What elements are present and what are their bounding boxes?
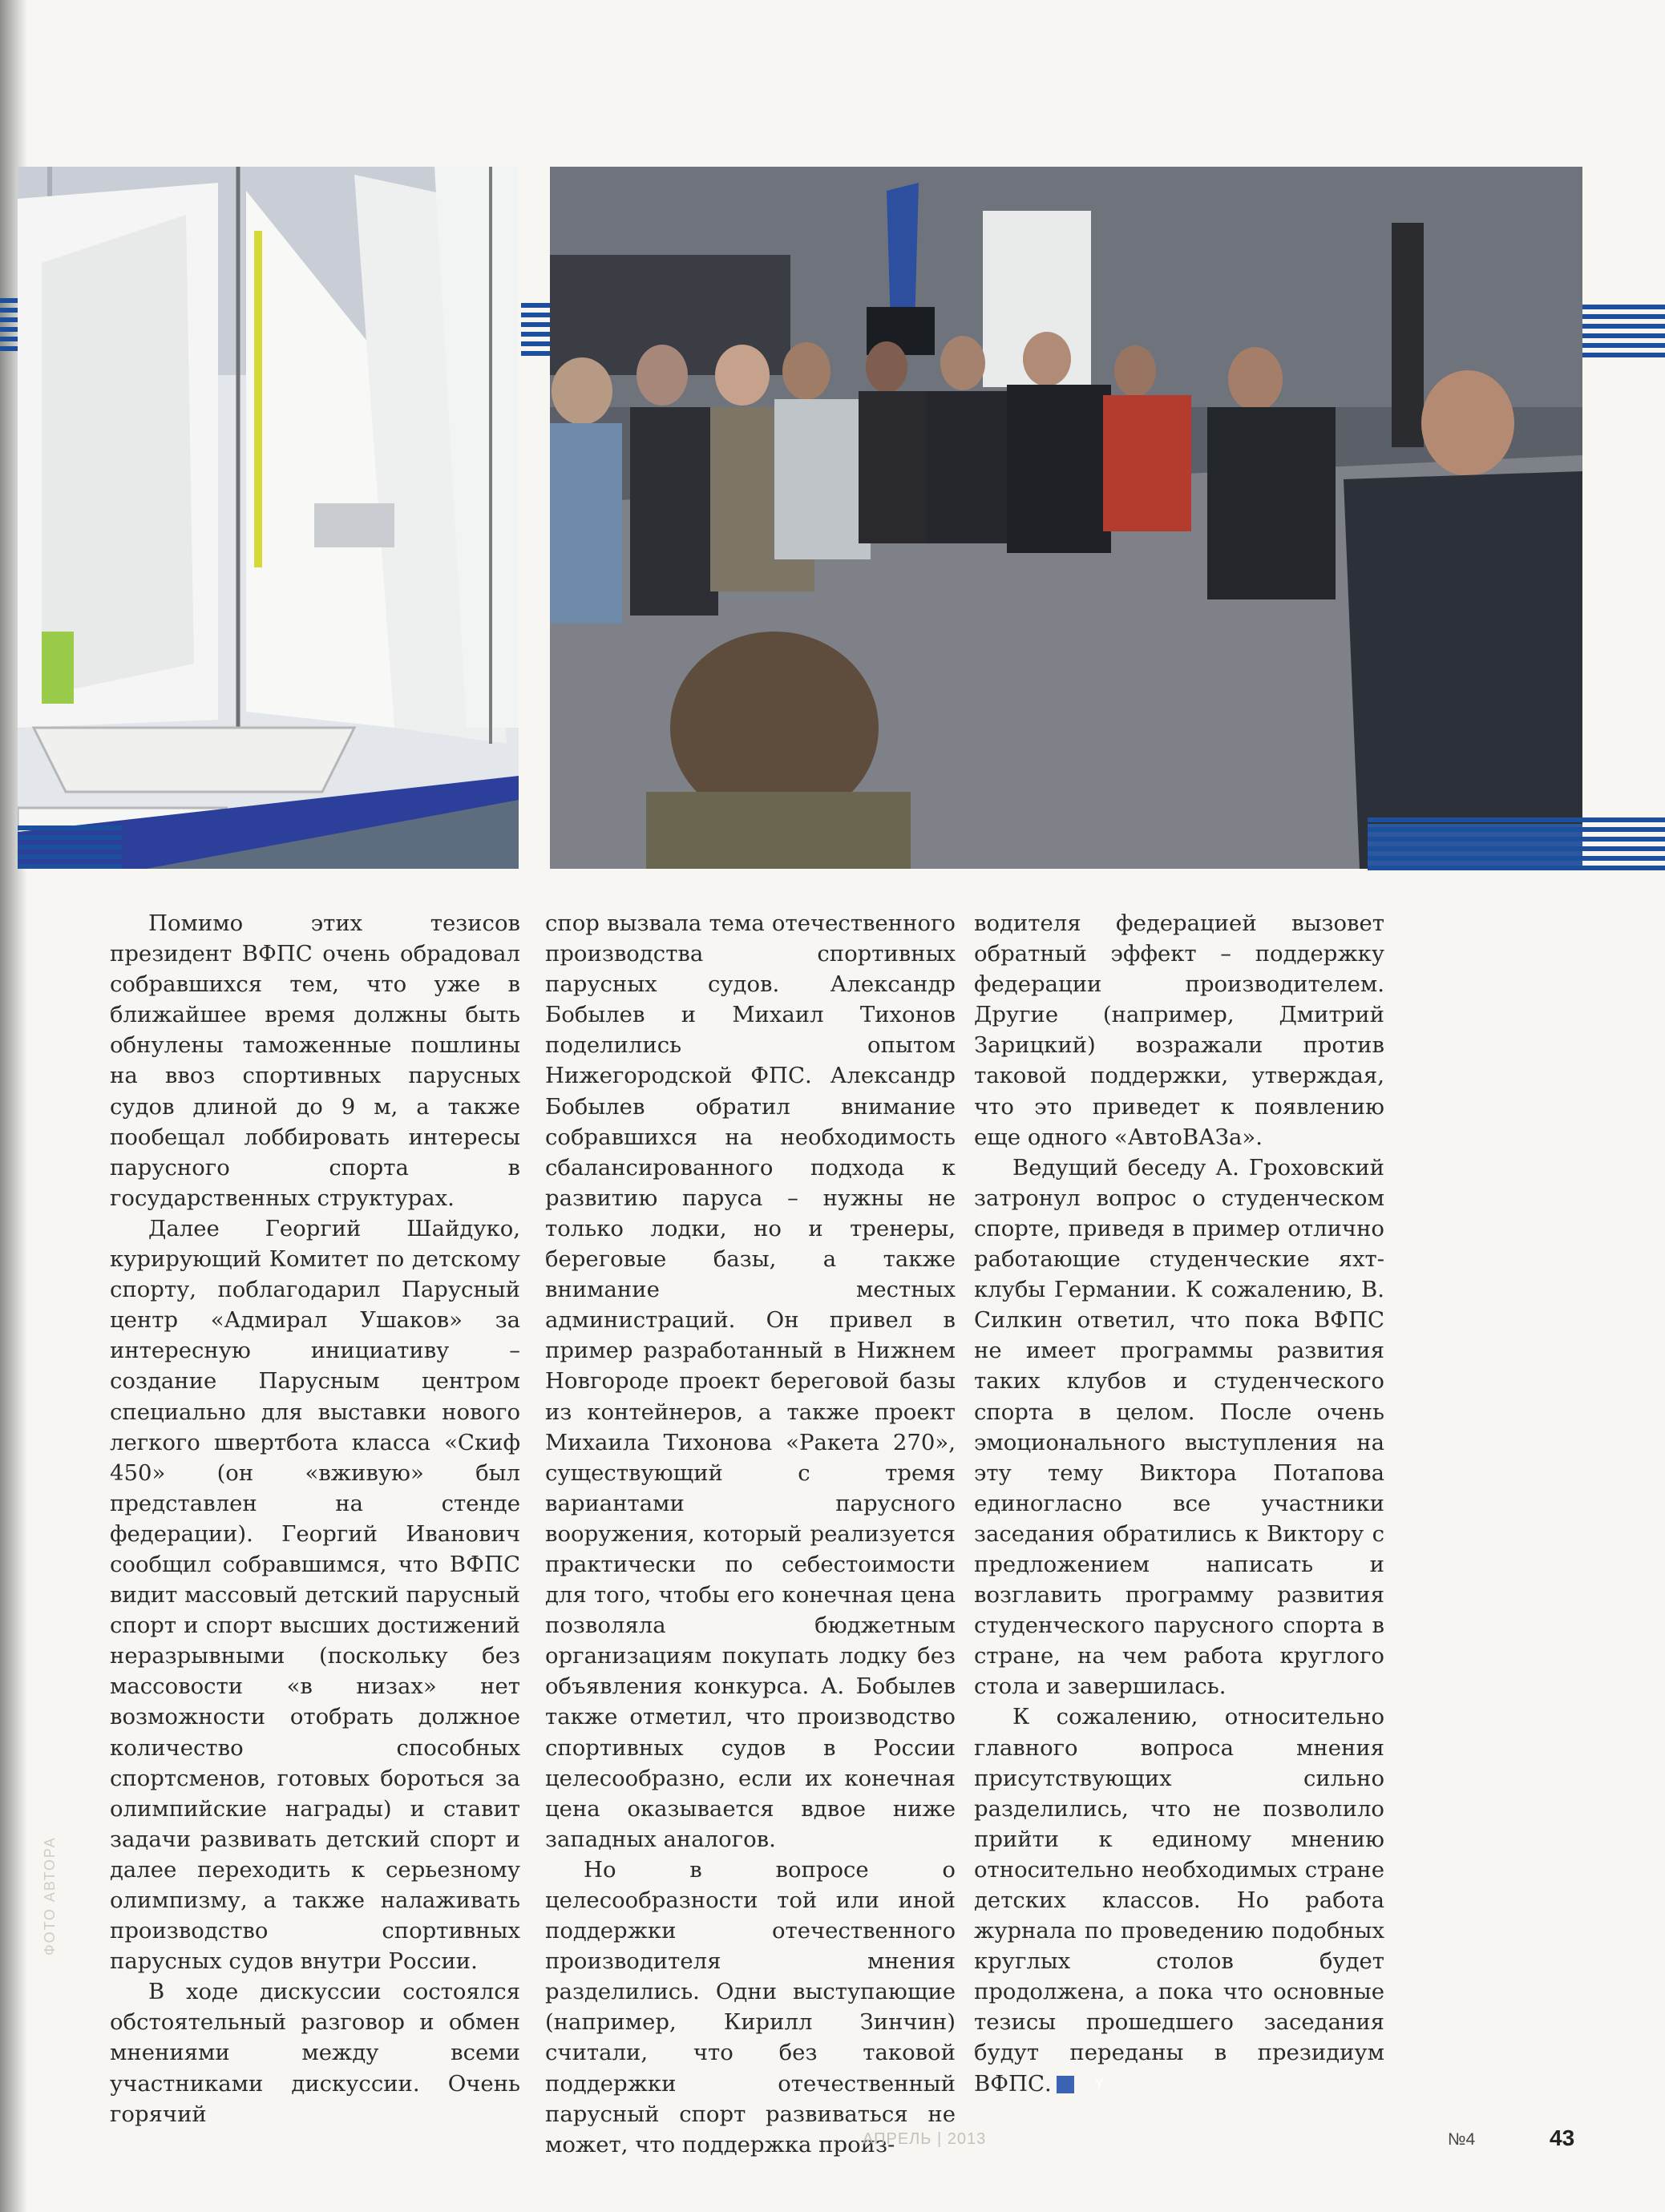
paragraph: спор вызвала тема отечественного производства спортивных парусных судов. Александр Бобылев и Михаил Тихонов поделились опытом Нижегородской ФПС. Александр Бобылев обратил внимание собравшихся на необходимость сбалансированного подхода к развитию паруса – нужны не только лодки, но и тренеры, береговые базы, а также внимание местных администраций. Он привел в пример разработанный в Нижнем Новгороде проект береговой базы из контейнеров, а также проект Михаила Тихонова «Ракета 270», существующий с тремя вариантами парусного вооружения, который реализуется практически по себестоимости для того, чтобы его конечная цена позволяла бюджетным организациям покупать лодку без объявления конкурса. А. Бобылев также отметил, что производство спортивных судов в России целесообразно, если их конечная цена оказывается вдвое ниже западных аналогов. [545, 910, 956, 1852]
paragraph: Далее Георгий Шайдуко, курирующий Комитет по детскому спорту, поблагодарил Парусный центр «Адмирал Ушаков» за интересную инициативу – создание Парусным центром специально для выставки нового легкого швертбота класса «Скиф 450» (он «вживую» был представлен на стенде федерации). Георгий Иванович сообщил собравшимся, что ВФПС видит массовый детский парусный спорт и спорт высших достижений неразрывными (поскольку без массовости «в низах» нет возможности отобрать должное количество способных спортсменов, готовых бороться за олимпийские награды) и ставит задачи развивать детский спорт и далее переходить к серьезному олимпизму, а также налаживать производство спортивных парусных судов внутри России. [110, 1215, 520, 1975]
paragraph-final [974, 1701, 1384, 2098]
footer-month: АПРЕЛЬ | 2013 [863, 2130, 987, 2148]
round-table-illustration [550, 167, 1582, 869]
footer-issue-number: №4 [1448, 2130, 1476, 2149]
stripes-left-edge [0, 298, 18, 356]
article-column-1 [110, 908, 520, 2129]
photo-sailboats [18, 167, 519, 869]
photo-credit: ФОТО АВТОРА [42, 1836, 58, 1956]
paragraph: Но в вопросе о целесообразности той или иной поддержки отечественного производителя мнения разделились. Одни выступающие (например, Кирилл Зинчин) считали, что без таковой поддержки отечественный парусный спорт развиваться не может, что поддержка произ- [545, 1856, 956, 2158]
stripes-left-photo-bottom [18, 825, 122, 874]
paragraph: Ведущий беседу А. Гроховский затронул вопрос о студенческом спорте, приведя в пример отлично работающие студенческие яхт-клубы Германии. К сожалению, В. Силкин ответил, что пока ВФПС не имеет программы развития таких клубов и студенческого спорта в целом. После очень эмоционального выступления на эту тему Виктора Потапова единогласно все участники заседания обратились к Виктору с предложением написать и возглавить программу развития студенческого парусного спорта в стране, на чем работа круглого стола и завершилась. [974, 1154, 1384, 1700]
paragraph: Помимо этих тезисов президент ВФПС очень обрадовал собравшихся тем, что уже в ближайшее время должны быть обнулены таможенные пошлины на ввоз спортивных парусных судов длиной до 9 м, а также пообещал лоббировать интересы парусного спорта в государственных структурах. [110, 910, 520, 1211]
stripes-center-divider [521, 303, 550, 361]
paragraph-final-text: К сожалению, относительно главного вопроса мнения присутствующих сильно разделились, что не позволило прийти к единому мнению относительно необходимых стране детских классов. Но работа журнала по проведению подобных круглых столов будет продолжена, а пока что основные тезисы прошедшего заседания будут переданы в президиум ВФПС. [974, 1704, 1384, 2097]
stripes-right-edge [1582, 305, 1665, 362]
article-column-2 [545, 908, 956, 2160]
paragraph: В ходе дискуссии состоялся обстоятельный разговор и обмен мнениями между всеми участниками дискуссии. Очень горячий [110, 1979, 520, 2127]
page-number: 43 [1550, 2125, 1575, 2150]
sailboats-illustration [18, 167, 519, 869]
article-column-3 [974, 908, 1384, 2099]
end-of-article-icon: Y [1057, 2076, 1074, 2093]
photo-round-table [550, 167, 1582, 869]
paragraph: водителя федерацией вызовет обратный эффект – поддержку федерации производителем. Другие (например, Дмитрий Зарицкий) возражали против таковой поддержки, утверждая, что это приведет к появлению еще одного «АвтоВАЗа». [974, 910, 1384, 1150]
stripes-right-photo-bottom [1368, 817, 1665, 875]
